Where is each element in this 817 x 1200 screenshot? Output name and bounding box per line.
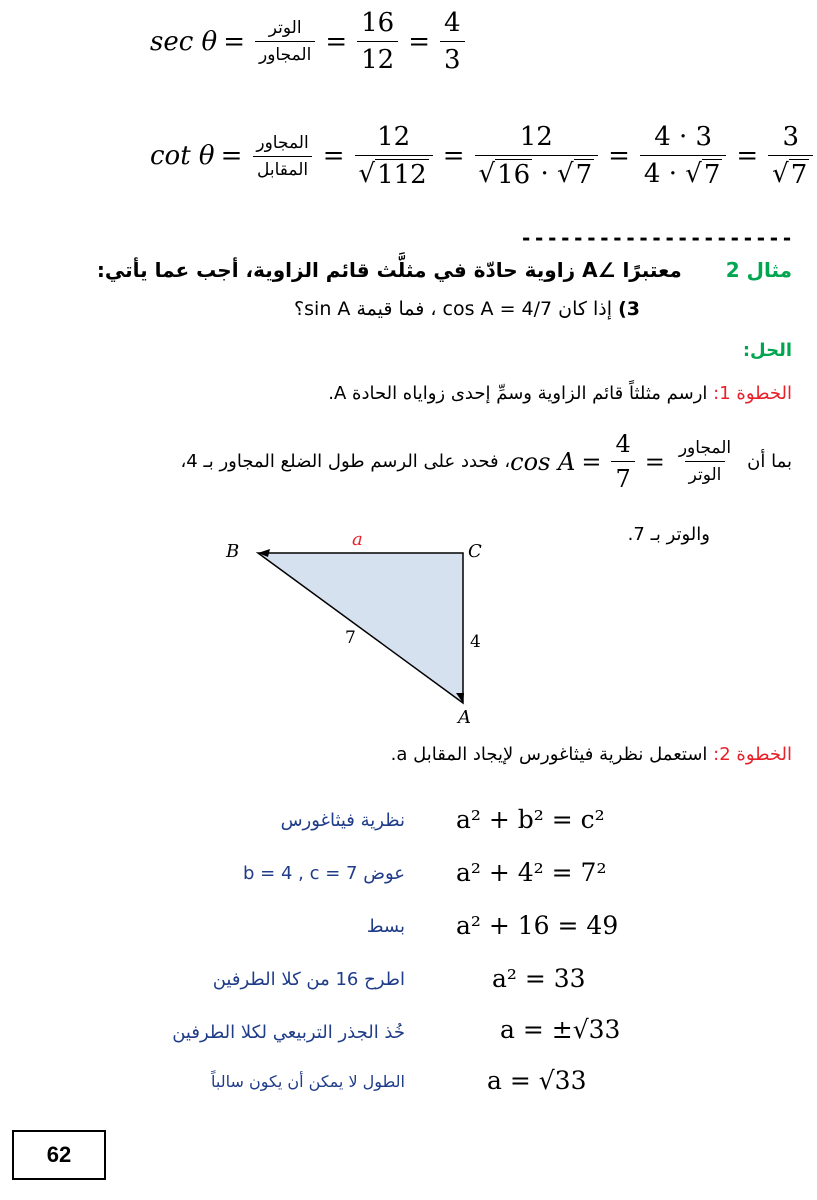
question-text: إذا كان cos A = 4/7 ، فما قيمة sin A؟ bbox=[294, 298, 613, 320]
vertex-a-label: A bbox=[458, 707, 471, 728]
vertex-c-label: C bbox=[468, 541, 482, 562]
step1-line2: بما أن cos A = $\frac{4}{7}$ = $\frac{\text{المجاور}}{\text{الوتر}}$ ، فحدد على الرسم طول الضلع المجاور بـ 4، bbox=[180, 430, 792, 493]
solution-label: الحل: bbox=[742, 340, 792, 361]
step-eq-5: a = ±√33 bbox=[500, 1015, 621, 1044]
example-statement: معتبرًا ∠A زاوية حادّة في مثلَّث قائم الزاوية، أجب عما يأتي: bbox=[96, 258, 682, 282]
cot-frac-12-sqrt16sqrt7: 12 √ 16 · √ 7 bbox=[475, 122, 599, 190]
step-eq-6: a = √33 bbox=[487, 1066, 587, 1095]
sec-equation: sec θ = $\frac{\text{الوتر}}{\text{المجاور}}$ = $\frac{16}{12}$ = $\frac{4}{3}$ bbox=[150, 8, 469, 75]
sec-frac-4-3: $\frac{4}{3}$ bbox=[440, 8, 465, 75]
cot-equation: cot θ = $\frac{\text{المجاور}}{\text{المقابل}}$ = 12 √ 112 = 12 √ 16 · √ 7 = 4 · 3 4 · √ 7 = 3 √ 7 bbox=[150, 122, 817, 190]
step-note-6: الطول لا يمكن أن يكون سالباً bbox=[211, 1072, 405, 1091]
cot-lhs: cot θ bbox=[150, 141, 215, 171]
step-eq-3: a² + 16 = 49 bbox=[456, 911, 619, 940]
page-number: 62 bbox=[12, 1130, 106, 1180]
question-3 bbox=[20, 298, 640, 320]
sec-frac-words: $\frac{\text{الوتر}}{\text{المجاور}}$ bbox=[255, 18, 315, 65]
step1-label: الخطوة 1: bbox=[713, 383, 792, 404]
step1-text: ارسم مثلثاً قائم الزاوية وسمِّ إحدى زواياه الحادة A. bbox=[328, 383, 708, 404]
step-eq-4: a² = 33 bbox=[492, 964, 586, 993]
cot-frac-4x3: 4 · 3 4 · √ 7 bbox=[640, 122, 726, 190]
cot-frac-12-sqrt112: 12 √ 112 bbox=[355, 122, 433, 190]
step-note-5: خُذ الجذر التربيعي لكلا الطرفين bbox=[172, 1022, 405, 1043]
right-triangle-diagram bbox=[220, 505, 500, 728]
side-a-label: a bbox=[352, 529, 363, 550]
example-label: مثال 2 bbox=[725, 258, 792, 282]
step-note-2: عوض b = 4 , c = 7 bbox=[243, 863, 405, 884]
step2-line bbox=[12, 744, 792, 765]
step-note-1: نظرية فيثاغورس bbox=[280, 810, 405, 831]
vertex-b-label: B bbox=[226, 541, 240, 562]
sec-lhs: sec θ bbox=[150, 26, 218, 57]
step-note-4: اطرح 16 من كلا الطرفين bbox=[212, 969, 405, 990]
cot-frac-3-sqrt7: 3 √ 7 bbox=[768, 122, 813, 190]
cos-equation: cos A = $\frac{4}{7}$ = $\frac{\text{المجاور}}{\text{الوتر}}$ bbox=[510, 430, 732, 493]
step2-label: الخطوة 2: bbox=[713, 744, 792, 765]
step-note-3: بسط bbox=[366, 916, 405, 937]
side-adjacent-label: 4 bbox=[470, 632, 481, 652]
cot-frac-words: $\frac{\text{المجاور}}{\text{المقابل}}$ bbox=[252, 133, 312, 180]
sec-frac-16-12: $\frac{16}{12}$ bbox=[357, 8, 398, 75]
side-hypotenuse-label: 7 bbox=[345, 628, 356, 648]
step1-line3: والوتر بـ 7. bbox=[627, 524, 710, 545]
step1-line1 bbox=[12, 383, 792, 404]
step2-text: استعمل نظرية فيثاغورس لإيجاد المقابل a. bbox=[390, 744, 708, 765]
triangle-shape bbox=[258, 553, 463, 703]
separator: --------------------- bbox=[520, 226, 794, 250]
step-eq-1: a² + b² = c² bbox=[456, 805, 605, 834]
example-header bbox=[2, 258, 792, 282]
question-number: 3) bbox=[618, 298, 640, 320]
step-eq-2: a² + 4² = 7² bbox=[456, 858, 607, 887]
